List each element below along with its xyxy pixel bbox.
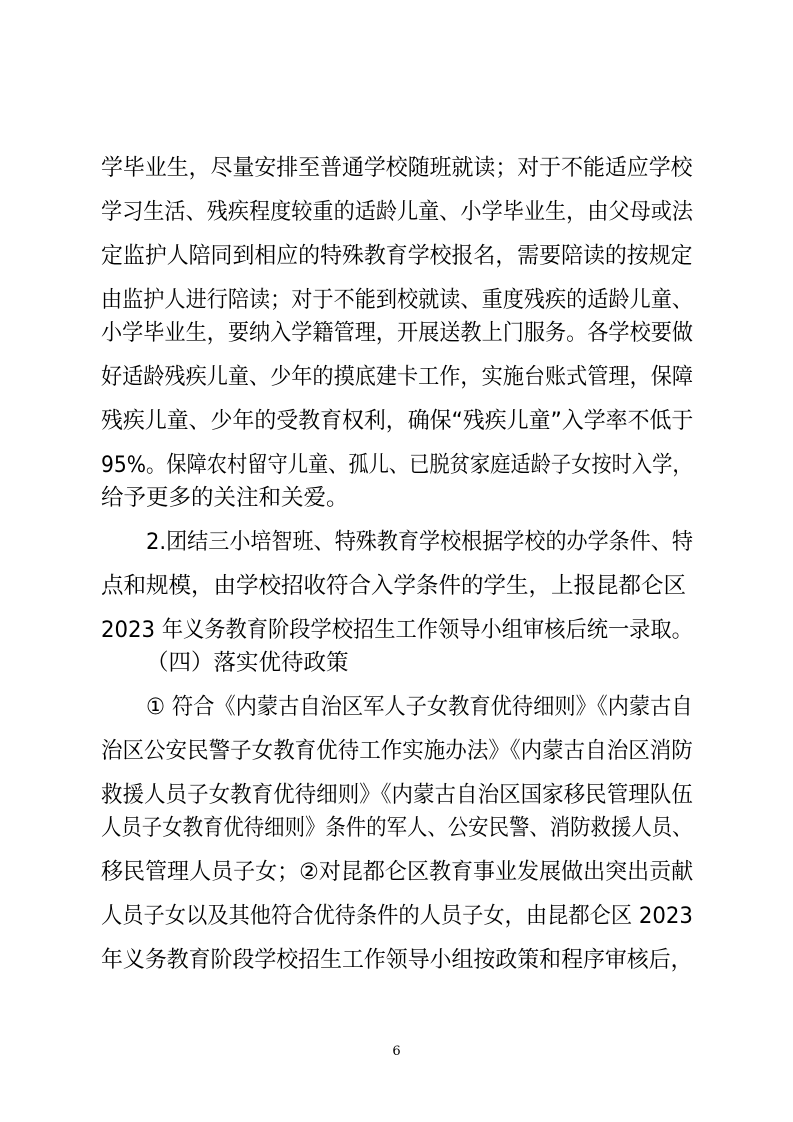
- text-line: ① 符合《内蒙古自治区军人子女教育优待细则》《内蒙古自: [146, 694, 693, 720]
- section-heading: （四）落实优待政策: [146, 650, 349, 676]
- text-line: 由监护人进行陪读；对于不能到校就读、重度残疾的适龄儿童、: [101, 287, 694, 313]
- text-line: 定监护人陪同到相应的特殊教育学校报名，需要陪读的按规定: [101, 243, 693, 269]
- text-line: 点和规模，由学校招收符合入学条件的学生，上报昆都仑区: [101, 573, 687, 599]
- text-line: 移民管理人员子女；②对昆都仑区教育事业发展做出突出贡献: [101, 859, 694, 885]
- text-line: 年义务教育阶段学校招生工作领导小组按政策和程序审核后，: [101, 947, 693, 973]
- text-line: 人员子女教育优待细则》条件的军人、公安民警、消防救援人员、: [101, 815, 693, 841]
- text-line: 治区公安民警子女教育优待工作实施办法》《内蒙古自治区消防: [101, 738, 693, 764]
- text-line: 人员子女以及其他符合优待条件的人员子女，由昆都仑区 2023: [101, 903, 693, 929]
- text-line: 小学毕业生，要纳入学籍管理，开展送教上门服务。各学校要做: [101, 320, 694, 346]
- text-line: 学习生活、残疾程度较重的适龄儿童、小学毕业生，由父母或法: [101, 199, 694, 225]
- text-line: 2.团结三小培智班、特殊教育学校根据学校的办学条件、特: [146, 529, 693, 555]
- text-line: 95%。保障农村留守儿童、孤儿、已脱贫家庭适龄子女按时入学，: [101, 452, 693, 478]
- text-line: 给予更多的关注和关爱。: [101, 485, 349, 511]
- text-line: 2023 年义务教育阶段学校招生工作领导小组审核后统一录取。: [101, 617, 693, 643]
- page-number: 6: [392, 1044, 401, 1059]
- text-line: 好适龄残疾儿童、少年的摸底建卡工作，实施台账式管理，保障: [101, 364, 694, 390]
- text-line: 残疾儿童、少年的受教育权利，确保“残疾儿童”入学率不低于: [101, 408, 694, 434]
- text-line: 救援人员子女教育优待细则》《内蒙古自治区国家移民管理队伍: [101, 782, 693, 808]
- text-line: 学毕业生，尽量安排至普通学校随班就读；对于不能适应学校: [101, 155, 693, 181]
